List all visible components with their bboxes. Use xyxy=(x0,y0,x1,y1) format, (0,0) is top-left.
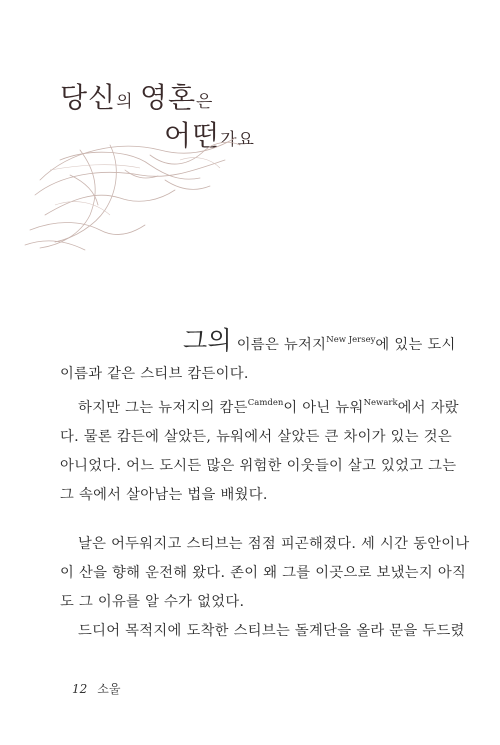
book-title: 소울 xyxy=(97,682,121,696)
body-line-9: 도 그 이유를 알 수가 없었다. xyxy=(60,594,245,610)
annotation-newark: Newark xyxy=(363,398,398,408)
body-line-7: 날은 어두워지고 스티브는 점점 피곤해졌다. 세 시간 동안이나 xyxy=(78,536,470,552)
body-line-3: 하지만 그는 뉴저지의 캄든$^{Camden}$이 아닌 뉴워$^{Newark}$에서 자랐 xyxy=(78,398,459,416)
body-line-1: 그의 이름은 뉴저지$^{New Jersey}$에 있는 도시 xyxy=(183,326,456,355)
title-particle-3: 가요 xyxy=(220,130,255,150)
annotation-camden: Camden xyxy=(247,398,284,408)
body-line-5: 아니었다. 어느 도시든 많은 위험한 이웃들이 살고 있었고 그는 xyxy=(60,458,457,474)
body-line-2: 이름과 같은 스티브 캄든이다. xyxy=(60,366,249,382)
page-number: 12 xyxy=(72,682,88,696)
paragraph-block-1 xyxy=(60,326,459,510)
title-word-2: 영혼 xyxy=(139,81,197,114)
body-line-4: 다. 물론 캄든에 살았든, 뉴워에서 살았든 큰 차이가 있는 것은 xyxy=(60,429,452,445)
title-particle-2: 은 xyxy=(196,92,214,112)
annotation-new-jersey: New Jersey xyxy=(326,335,376,345)
decorative-sketch xyxy=(0,120,260,270)
body-line-6: 그 속에서 살아남는 법을 배웠다. xyxy=(60,487,268,503)
body-line-8: 이 산을 향해 운전해 왔다. 존이 왜 그를 이곳으로 보냈는지 아직 xyxy=(60,565,467,581)
chapter-title-line-1 xyxy=(60,76,213,116)
paragraph-block-2 xyxy=(60,530,470,646)
body-line-10: 드디어 목적지에 도착한 스티브는 돌계단을 올라 문을 두드렸 xyxy=(78,623,465,639)
title-word-3: 어떤 xyxy=(164,119,221,152)
title-particle-1: 의 xyxy=(116,92,140,112)
opening-words: 그의 xyxy=(183,326,232,355)
page-footer xyxy=(72,680,120,697)
title-word-1: 당신 xyxy=(60,81,117,114)
